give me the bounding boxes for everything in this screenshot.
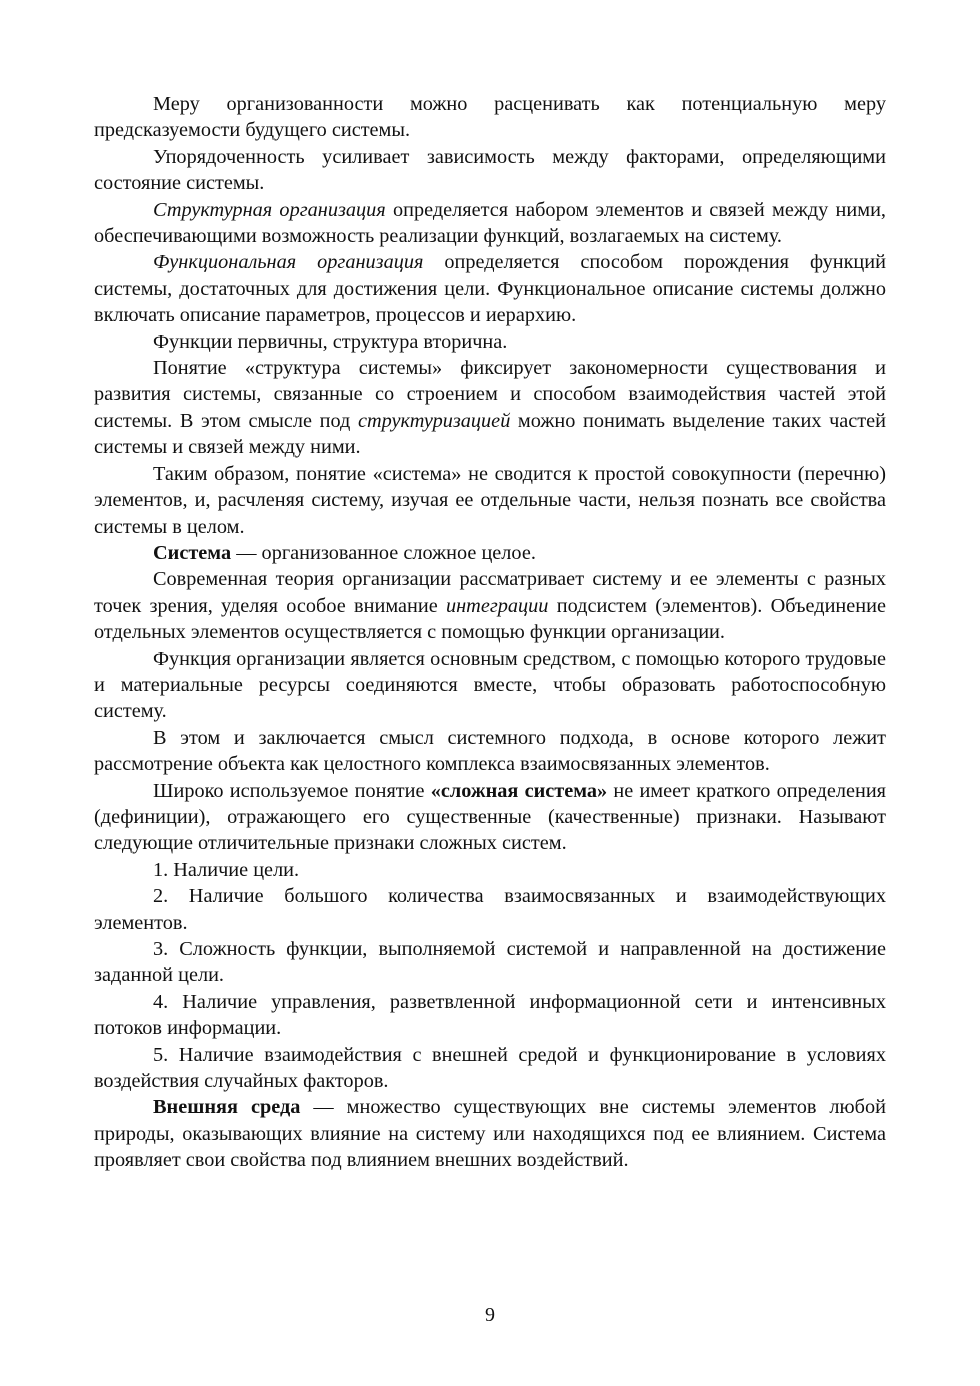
paragraph-text: Понятие «структура системы» фиксирует закономерности существования и развития системы, связанные со строением и способом взаимодействия частей этой системы. В этом смысле под (94, 357, 886, 432)
paragraph-text: Функции первичны, структура вторична. (153, 330, 508, 353)
list-item-text: 1. Наличие цели. (153, 858, 300, 881)
list-item (94, 857, 886, 883)
paragraph (94, 91, 886, 144)
list-item (94, 883, 886, 936)
document-body (94, 91, 886, 1174)
paragraph-text: можно понимать выделение таких частей системы и связей между ними. (94, 409, 886, 459)
paragraph (94, 197, 886, 250)
term-structurization: структуризацией (357, 409, 511, 432)
paragraph (94, 355, 886, 461)
term-complex-system: «сложная система» (430, 779, 608, 802)
term-structural-organization: Структурная организация (153, 198, 386, 221)
paragraph-text: определяется способом порождения функций системы, достаточных для достижения цели. Функциональное описание системы должно включать описание параметров, процессов и иерархию. (94, 251, 886, 327)
paragraph (94, 1094, 886, 1173)
page-number: 9 (485, 1304, 495, 1326)
term-system: Система (153, 541, 232, 564)
paragraph-text: Таким образом, понятие «система» не сводится к простой совокупности (перечню) элементов, и, расчленяя систему, изучая ее отдельные части, нельзя познать все свойства системы в целом. (94, 462, 886, 538)
paragraph-text: Широко используемое понятие (153, 779, 431, 802)
paragraph-text: — организованное сложное целое. (231, 541, 536, 564)
paragraph (94, 249, 886, 328)
term-external-environment: Внешняя среда (153, 1096, 301, 1119)
paragraph-text: — множество существующих вне системы элементов любой природы, оказывающих влияние на систему или находящихся под ее влиянием. Система проявляет свои свойства под влиянием внешних воздействий. (94, 1096, 886, 1172)
paragraph-text: Упорядоченность усиливает зависимость между факторами, определяющими состояние системы. (94, 145, 886, 195)
paragraph-text: Функция организации является основным средством, с помощью которого трудовые и материальные ресурсы соединяются вместе, чтобы образовать работоспособную систему. (94, 647, 886, 723)
paragraph-text: Меру организованности можно расценивать как потенциальную меру предсказуемости будущего системы. (94, 93, 886, 142)
paragraph (94, 461, 886, 540)
paragraph-text: Современная теория организации рассматривает систему и ее элементы с разных точек зрения, уделяя особое внимание (94, 568, 886, 617)
paragraph (94, 540, 886, 566)
paragraph (94, 725, 886, 778)
list-item-text: 2. Наличие большого количества взаимосвязанных и взаимодействующих элементов. (94, 885, 886, 934)
paragraph-text: не имеет краткого определения (дефиниции), отражающего его существенные (качественные) признаки. Называют следующие отличительные признаки сложных систем. (94, 779, 887, 855)
list-item (94, 936, 886, 989)
list-item (94, 989, 886, 1042)
paragraph (94, 778, 886, 857)
paragraph-text: определяется набором элементов и связей между ними, обеспечивающими возможность реализации функций, возлагаемых на систему. (94, 198, 887, 248)
term-functional-organization: Функциональная организация (153, 251, 424, 274)
list-item-text: 5. Наличие взаимодействия с внешней средой и функционирование в условиях воздействия случайных факторов. (94, 1043, 886, 1093)
list-item-text: 3. Сложность функции, выполняемой системой и направленной на достижение заданной цели. (94, 938, 886, 987)
list-item-text: 4. Наличие управления, разветвленной информационной сети и интенсивных потоков информации. (94, 990, 886, 1040)
paragraph-text: подсистем (элементов). Объединение отдельных элементов осуществляется с помощью функции организации. (94, 594, 886, 644)
paragraph (94, 566, 886, 645)
term-integration: интеграции (445, 594, 549, 617)
paragraph (94, 646, 886, 725)
paragraph (94, 144, 886, 197)
list-item (94, 1042, 886, 1095)
paragraph-text: В этом и заключается смысл системного подхода, в основе которого лежит рассмотрение объекта как целостного комплекса взаимосвязанных элементов. (94, 726, 886, 776)
paragraph (94, 329, 886, 355)
